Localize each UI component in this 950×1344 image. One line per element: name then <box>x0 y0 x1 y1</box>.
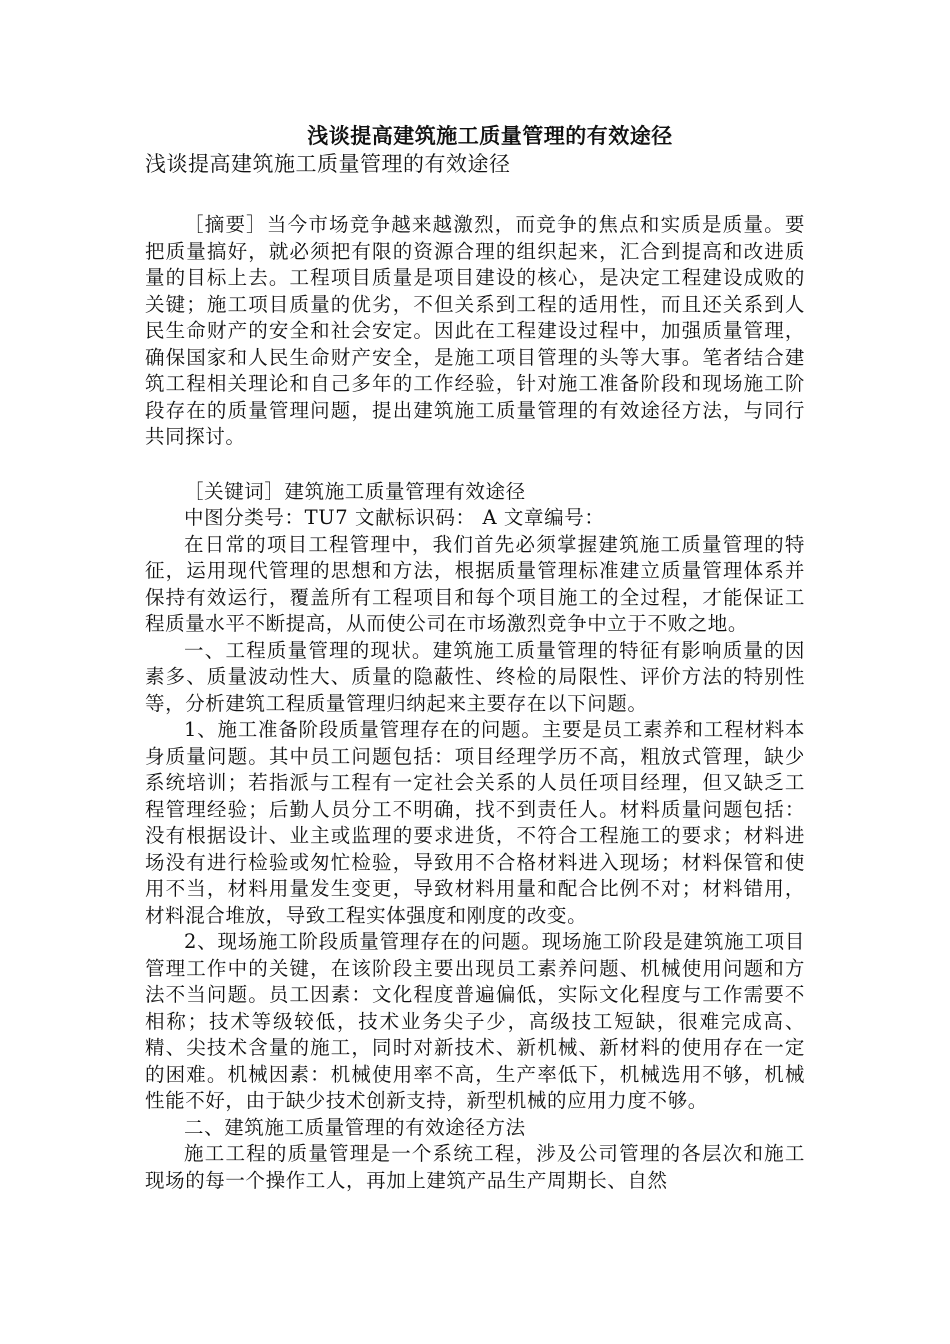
section-heading-paragraph: 一、工程质量管理的现状。建筑施工质量管理的特征有影响质量的因素多、质量波动性大、质量的隐蔽性、终检的局限性、评价方法的特别性等，分析建筑工程质量管理归纳起来主要存在以下问题。 <box>145 638 805 715</box>
body-paragraph: 施工工程的质量管理是一个系统工程，涉及公司管理的各层次和施工现场的每一个操作工人，再加上建筑产品生产周期长、自然 <box>145 1142 805 1192</box>
document-subtitle: 浅谈提高建筑施工质量管理的有效途径 <box>145 152 511 176</box>
section-heading: 二、建筑施工质量管理的有效途径方法 <box>184 1115 526 1139</box>
spacer <box>145 178 805 212</box>
classification-line: 中图分类号：TU7 文献标识码： A 文章编号： <box>184 506 605 529</box>
abstract-paragraph: ［摘要］当今市场竞争越来越激烈，而竞争的焦点和实质是质量。要把质量搞好，就必须把有限的资源合理的组织起来，汇合到提高和改进质量的目标上去。工程项目质量是项目建设的核心，是决定工程建设成败的关键；施工项目质量的优劣，不但关系到工程的适用性，而且还关系到人民生命财产的安全和社会安定。因此在工程建设过程中，加强质量管理，确保国家和人民生命财产安全，是施工项目管理的头等大事。笔者结合建筑工程相关理论和自己多年的工作经验，针对施工准备阶段和现场施工阶段存在的质量管理问题，提出建筑施工质量管理的有效途径方法，与同行共同探讨。 <box>145 213 805 448</box>
keywords-line: ［关键词］建筑施工质量管理有效途径 <box>184 479 526 503</box>
document-title: 浅谈提高建筑施工质量管理的有效途径 <box>307 123 673 148</box>
spacer <box>145 451 805 479</box>
body-paragraph: 在日常的项目工程管理中，我们首先必须掌握建筑施工质量管理的特征，运用现代管理的思想和方法，根据质量管理标准建立质量管理体系并保持有效运行，覆盖所有工程项目和每个项目施工的全过程，才能保证工程质量水平不断提高，从而使公司在市场激烈竞争中立于不败之地。 <box>145 532 805 635</box>
body-paragraph: 2、现场施工阶段质量管理存在的问题。现场施工阶段是建筑施工项目管理工作中的关键，在该阶段主要出现员工素养问题、机械使用问题和方法不当问题。员工因素：文化程度普遍偏低，实际文化程度与工作需要不相称；技术等级较低，技术业务尖子少，高级技工短缺，很难完成高、精、尖技术含量的施工，同时对新技术、新机械、新材料的使用存在一定的困难。机械因素：机械使用率不高，生产率低下，机械选用不够，机械性能不好，由于缺少技术创新支持，新型机械的应用力度不够。 <box>145 930 805 1112</box>
body-paragraph: 1、施工准备阶段质量管理存在的问题。主要是员工素养和工程材料本身质量问题。其中员工问题包括：项目经理学历不高，粗放式管理，缺少系统培训；若指派与工程有一定社会关系的人员任项目经理，但又缺乏工程管理经验；后勤人员分工不明确，找不到责任人。材料质量问题包括：没有根据设计、业主或监理的要求进货，不符合工程施工的要求；材料进场没有进行检验或匆忙检验，导致用不合格材料进入现场；材料保管和使用不当，材料用量发生变更，导致材料用量和配合比例不对；材料错用，材料混合堆放，导致工程实体强度和刚度的改变。 <box>145 718 805 927</box>
document-body <box>145 122 805 1194</box>
